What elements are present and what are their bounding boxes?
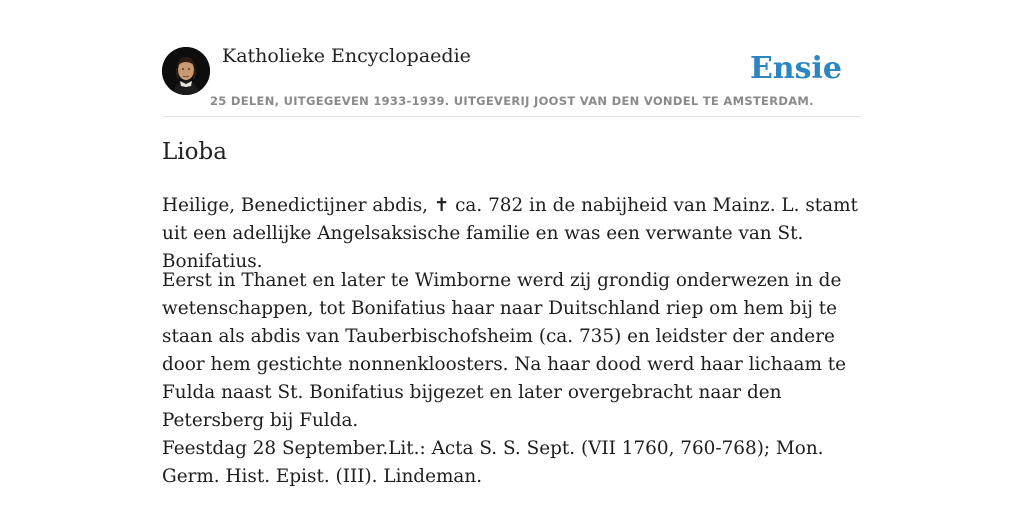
- brand-logo-link[interactable]: Ensie: [749, 51, 842, 86]
- page: [162, 0, 862, 487]
- site-subtitle: 25 DELEN, UITGEGEVEN 1933-1939. UITGEVERIJ JOOST VAN DEN VONDEL TE AMSTERDAM.: [210, 94, 814, 108]
- portrait-avatar-icon[interactable]: [162, 47, 210, 95]
- article-title: Lioba: [162, 139, 227, 165]
- article-paragraph: Heilige, Benedictijner abdis, ✝ ca. 782 in de nabijheid van Mainz. L. stamt uit een adellijke Angelsaksische familie en was een verwante van St. Bonifatius.: [162, 195, 858, 272]
- site-header: [162, 0, 862, 117]
- article-paragraph: Eerst in Thanet en later te Wimborne werd zij grondig onderwezen in de wetenschappen, tot Bonifatius haar naar Duitschland riep om hem bij te staan als abdis van Tauberbischofsheim (ca. 735) en leidster der andere door hem gestichte nonnenkloosters. Na haar dood werd haar lichaam te Fulda naast St. Bonifatius bijgezet en later overgebracht naar den Petersberg bij Fulda.: [162, 270, 847, 431]
- article-paragraph: Feestdag 28 September.Lit.: Acta S. S. Sept. (VII 1760, 760-768); Mon. Germ. Hist. Epist. (III). Lindeman.: [162, 438, 824, 487]
- site-title[interactable]: Katholieke Encyclopaedie: [222, 45, 471, 67]
